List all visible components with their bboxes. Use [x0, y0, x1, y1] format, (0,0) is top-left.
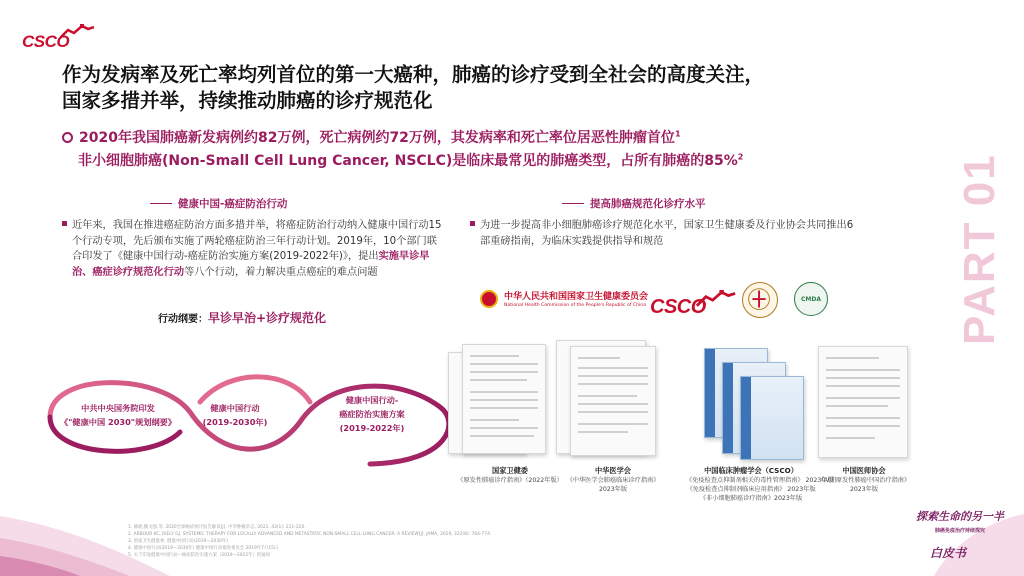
timeline-node-3-line2: 癌症防治实施方案 [339, 409, 405, 419]
cmda-seal-icon [794, 282, 828, 316]
reference-1: 1. 赫捷,魏文强,等. 2020全球癌症统计报告解读[J]. 中华肿瘤杂志, 2021, 43(1): 211-220. [128, 525, 306, 530]
csco-logo [22, 24, 92, 54]
doc-org-csco: 中国临床肿瘤学会（CSCO） [704, 466, 798, 475]
nhc-logo [480, 288, 649, 314]
national-emblem-icon [480, 290, 498, 308]
left-para-part1: 近年来，我国在推进癌症防治方面多措并举，将癌症防治行动纳入健康中国行动15个行动专项，先后颁布实施了两轮癌症防治三年行动计划。2019年，10个部门联合印发了《健康中国行动-癌症防治实施方案(2019-2022年)》，提出 [72, 220, 442, 262]
ref-mark-1: 1 [674, 129, 681, 139]
highlight-text-2: 非小细胞肺癌(Non-Small Cell Lung Cancer, NSCLC)是临床最常见的肺癌类型，占所有肺癌的85% [78, 153, 738, 169]
timeline-node-3-line3: (2019-2022年) [339, 423, 405, 433]
highlight-nsclc [78, 150, 978, 170]
ref-mark-2: 2 [737, 152, 744, 162]
right-para-text: 为进一步提高非小细胞肺癌诊疗规范化水平，国家卫生健康委及行业协会共同推出6部重磅指南，为临床实践提供指导和规范 [480, 220, 854, 247]
logo-text: CSCO [650, 296, 706, 318]
cmda-text: CMDA [801, 295, 821, 303]
cma-seal-icon [742, 282, 778, 318]
doc-cma-page [570, 346, 656, 456]
doc-org-cmda: 中国医师协会 [842, 466, 886, 475]
doc-desc-cma-1: 《中华医学会肺癌临床诊疗指南》 [566, 477, 660, 484]
doc-caption-cma [558, 466, 668, 494]
nhc-name-cn: 中华人民共和国国家卫生健康委员会 [504, 292, 649, 302]
heading-dash [562, 203, 584, 204]
ring-bullet-icon [62, 132, 73, 143]
doc-desc-csco-3: 《非小细胞肺癌诊疗指南》2023年版 [699, 495, 803, 502]
reference-5: 5. 关于印发健康中国行动—癌症防治实施方案（2019—2022年）的通知 [128, 553, 271, 558]
timeline-node-3-line1: 健康中国行动- [345, 395, 399, 405]
right-paragraph [470, 218, 860, 249]
doc-nhc-page [462, 344, 546, 454]
left-section-heading [150, 196, 287, 211]
doc-desc-cmda-1: 《Ⅳ期原发性肺癌中国治疗指南》 [817, 477, 911, 484]
brand-whitepaper-text: 白皮书 [930, 546, 967, 560]
heading-dash [150, 203, 172, 204]
doc-org-cma: 中华医学会 [595, 466, 631, 475]
timeline-node-1-line1: 中共中央国务院印发 [81, 403, 155, 413]
brand-line-2: 肺癌免疫治疗持续探究 [934, 528, 985, 534]
reference-2: 2. ARBOUR KC, RIELY GJ. SYSTEMIC THERAPY FOR LOCALLY ADVANCED AND METASTATIC NON-SMALL CELL LUNG CANCER: A REVIEW[J]. JAMA, 2019, 322(8): 764-774. [128, 532, 492, 537]
timeline-node-2 [180, 401, 290, 429]
reference-4: 4. 健康中国行动(2019—2030年) 健康中国行动推进委员会 2019年7月15日 [128, 546, 279, 551]
doc-org-nhc: 国家卫健委 [492, 466, 528, 475]
outline-value: 早诊早治+诊疗规范化 [208, 311, 327, 325]
action-outline [158, 309, 326, 326]
timeline-node-1-line2: 《"健康中国 2030"规划纲要》 [59, 417, 177, 427]
timeline-node-2-line1: 健康中国行动 [210, 403, 260, 413]
left-paragraph [62, 218, 442, 280]
highlight-incidence [62, 127, 962, 147]
right-heading-text: 提高肺癌规范化诊疗水平 [590, 198, 706, 210]
doc-desc-csco-2: 《免疫检查点抑制剂临床应用指南》 2023年版 [686, 486, 816, 493]
part-label: PART 01 [955, 153, 1004, 345]
doc-cmda-page [818, 346, 908, 458]
doc-desc-nhc-1: 《原发性肺癌诊疗指南》（2022年版） [457, 477, 563, 484]
whitepaper-brand [904, 510, 1016, 538]
timeline-node-1 [58, 401, 178, 429]
doc-caption-cmda [812, 466, 916, 494]
logo-text: CSCO [22, 32, 70, 51]
reference-3: 3. 国家卫生健康委. 健康中国行动(2019—2030年) [128, 539, 229, 544]
brand-line-1: 探索生命的另一半 [916, 510, 1004, 523]
highlight-text-1: 2020年我国肺癌新发病例约82万例，死亡病例约72万例，其发病率和死亡率位居恶性肿瘤首位 [79, 130, 675, 146]
doc-csco-book-3 [740, 376, 804, 460]
csco-logo-large [650, 290, 736, 318]
doc-desc-cma-2: 2023年版 [598, 486, 628, 493]
title-line-1: 作为发病率及死亡率均列首位的第一大癌种，肺癌的诊疗受到全社会的高度关注， [62, 63, 765, 86]
references [128, 524, 688, 559]
doc-caption-nhc [455, 466, 565, 485]
timeline-node-2-line2: (2019-2030年) [202, 417, 268, 427]
outline-label: 行动纲要： [158, 314, 208, 325]
title-line-2: 国家多措并举，持续推动肺癌的诊疗规范化 [62, 89, 433, 112]
left-para-highlight: 实施早诊早治、癌症诊疗规范化行动 [72, 251, 430, 278]
page-title [62, 62, 962, 114]
right-section-heading [562, 196, 706, 211]
square-bullet-icon [470, 221, 475, 226]
timeline-node-3 [312, 393, 432, 435]
doc-desc-csco-1: 《免疫检查点抑制剂相关的毒性管理指南》 2023年版 [686, 477, 834, 484]
nhc-name-en: National Health Commission of the People's Republic of China [504, 303, 647, 308]
left-heading-text: 健康中国-癌症防治行动 [178, 198, 288, 210]
square-bullet-icon [62, 221, 67, 226]
doc-caption-csco [686, 466, 834, 503]
left-para-part2: 等八个行动，着力解决重点癌症的难点问题 [184, 266, 378, 278]
doc-desc-cmda-2: 2023年版 [849, 486, 879, 493]
